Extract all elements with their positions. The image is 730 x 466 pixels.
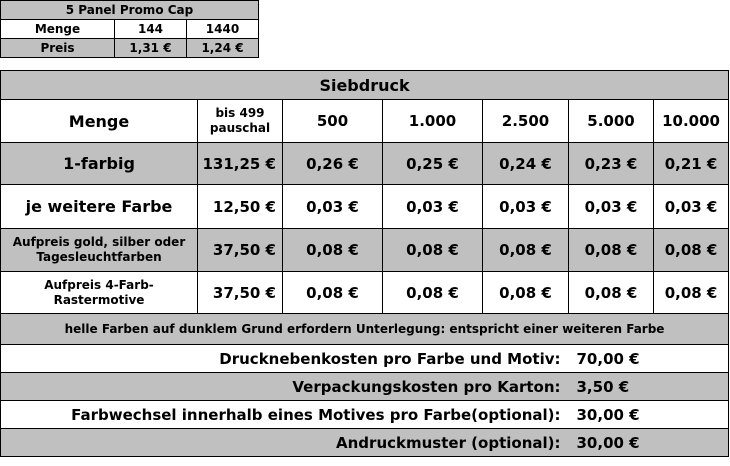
header-qty: 500 bbox=[283, 100, 383, 143]
extra-cost-label: Farbwechsel innerhalb eines Motives pro Farbe(optional): bbox=[1, 401, 569, 429]
row-value: 0,03 € bbox=[483, 185, 569, 229]
header-qty: 10.000 bbox=[654, 100, 729, 143]
header-qty-first-line2: pauschal bbox=[209, 121, 271, 135]
promo-qty-1: 144 bbox=[115, 20, 187, 39]
extra-cost-row bbox=[1, 401, 729, 429]
row-value: 0,08 € bbox=[569, 272, 654, 314]
row-value: 0,08 € bbox=[383, 229, 483, 272]
row-label-line1: Aufpreis 4-Farb- bbox=[44, 277, 154, 292]
row-value: 0,03 € bbox=[654, 185, 729, 229]
extra-cost-label: Verpackungskosten pro Karton: bbox=[1, 373, 569, 401]
extra-cost-row bbox=[1, 429, 729, 457]
row-value: 0,26 € bbox=[283, 143, 383, 185]
row-value: 0,08 € bbox=[483, 229, 569, 272]
extra-cost-value: 30,00 € bbox=[569, 401, 729, 429]
row-value: 0,23 € bbox=[569, 143, 654, 185]
extra-cost-row bbox=[1, 373, 729, 401]
promo-price-2: 1,24 € bbox=[187, 39, 259, 58]
row-value: 0,25 € bbox=[383, 143, 483, 185]
row-value: 0,08 € bbox=[283, 272, 383, 314]
row-value: 0,08 € bbox=[483, 272, 569, 314]
row-value: 0,08 € bbox=[569, 229, 654, 272]
promo-price-1: 1,31 € bbox=[115, 39, 187, 58]
row-value: 0,08 € bbox=[654, 229, 729, 272]
row-label bbox=[1, 229, 198, 272]
row-value: 0,03 € bbox=[569, 185, 654, 229]
row-value: 0,03 € bbox=[383, 185, 483, 229]
extra-cost-label: Drucknebenkosten pro Farbe und Motiv: bbox=[1, 345, 569, 373]
header-qty: 1.000 bbox=[383, 100, 483, 143]
extra-cost-value: 30,00 € bbox=[569, 429, 729, 457]
header-qty: 2.500 bbox=[483, 100, 569, 143]
row-value: 0,08 € bbox=[283, 229, 383, 272]
promo-qty-2: 1440 bbox=[187, 20, 259, 39]
extra-cost-row bbox=[1, 345, 729, 373]
header-qty-first-line1: bis 499 bbox=[215, 106, 265, 120]
promo-preis-label: Preis bbox=[1, 39, 115, 58]
row-value: 0,08 € bbox=[383, 272, 483, 314]
table-row bbox=[1, 272, 729, 314]
extra-cost-value: 70,00 € bbox=[569, 345, 729, 373]
table-row bbox=[1, 185, 729, 229]
promo-table bbox=[0, 0, 259, 58]
table-title: Siebdruck bbox=[1, 71, 729, 100]
row-label bbox=[1, 272, 198, 314]
header-qty-first bbox=[198, 100, 283, 143]
row-value: 37,50 € bbox=[198, 272, 283, 314]
row-value: 0,08 € bbox=[654, 272, 729, 314]
row-label: 1-farbig bbox=[1, 143, 198, 185]
row-value: 0,03 € bbox=[283, 185, 383, 229]
extra-cost-value: 3,50 € bbox=[569, 373, 729, 401]
row-value: 0,24 € bbox=[483, 143, 569, 185]
row-value: 0,21 € bbox=[654, 143, 729, 185]
row-label-line2: Tagesleuchtfarben bbox=[36, 250, 162, 264]
header-menge-label: Menge bbox=[1, 100, 198, 143]
siebdruck-table bbox=[0, 70, 729, 457]
table-row bbox=[1, 143, 729, 185]
row-label-line1: Aufpreis gold, silber oder bbox=[12, 235, 186, 249]
promo-title: 5 Panel Promo Cap bbox=[1, 1, 259, 20]
extra-cost-label: Andruckmuster (optional): bbox=[1, 429, 569, 457]
row-label: je weitere Farbe bbox=[1, 185, 198, 229]
row-value: 131,25 € bbox=[198, 143, 283, 185]
note-text: helle Farben auf dunklem Grund erfordern Unterlegung: entspricht einer weiteren Farbe bbox=[1, 314, 729, 345]
row-label-line2: Rastermotive bbox=[53, 292, 145, 307]
table-row bbox=[1, 229, 729, 272]
row-value: 12,50 € bbox=[198, 185, 283, 229]
row-value: 37,50 € bbox=[198, 229, 283, 272]
promo-menge-label: Menge bbox=[1, 20, 115, 39]
header-qty: 5.000 bbox=[569, 100, 654, 143]
